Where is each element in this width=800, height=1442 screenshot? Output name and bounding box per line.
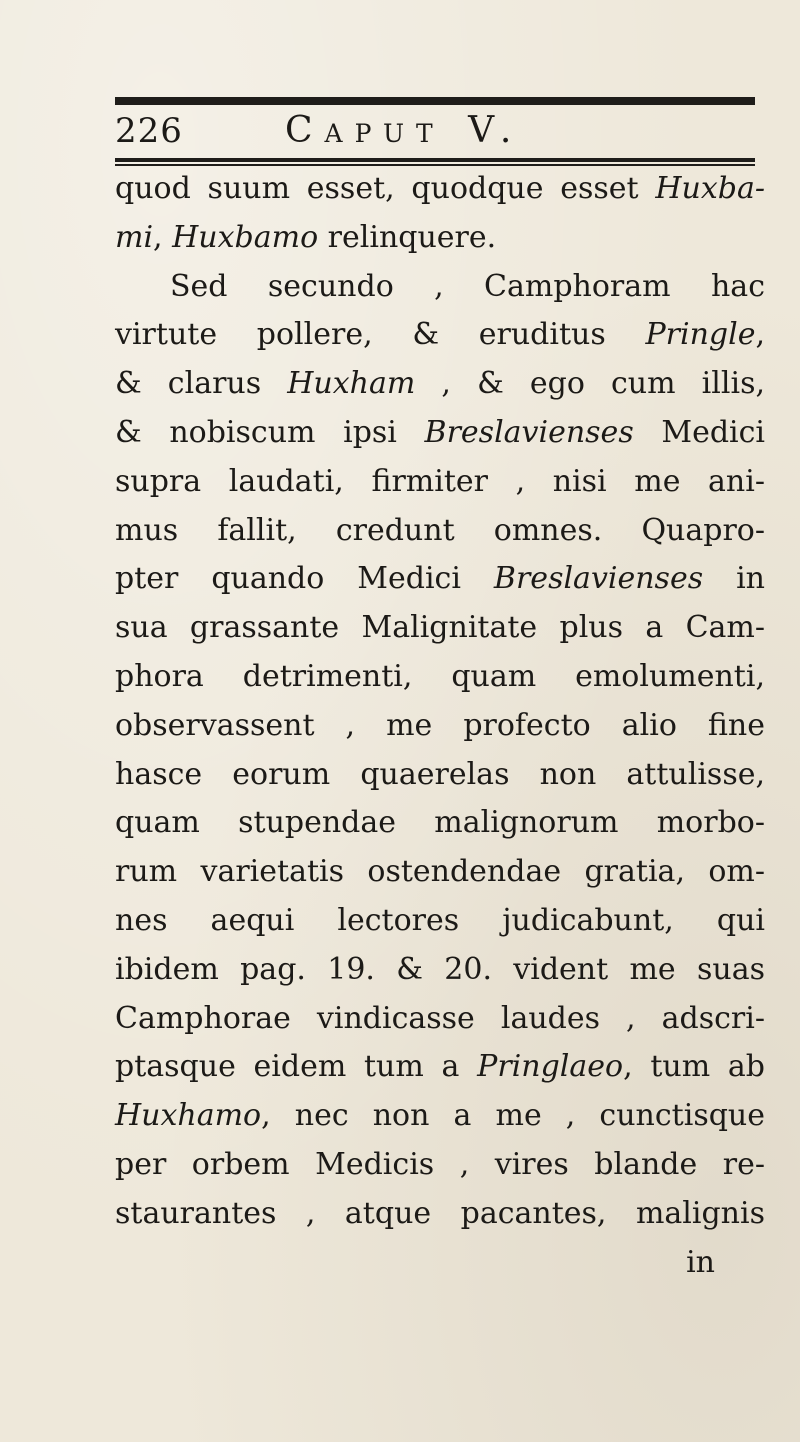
- page-header: [115, 106, 755, 156]
- text-line: [115, 1043, 765, 1092]
- text-line: [115, 653, 765, 702]
- italic-segment: Breslavienses: [493, 561, 704, 597]
- text-segment: ibidem pag. 19. & 20. vident me suas: [115, 951, 765, 987]
- italic-segment: Pringlaeo: [477, 1049, 624, 1085]
- text-line: [115, 897, 765, 946]
- text-segment: virtute pollere, & eruditus: [115, 317, 646, 353]
- italic-segment: Huxbamo: [172, 219, 319, 255]
- text-segment: , nec non a me , cunctisque: [261, 1098, 765, 1134]
- text-segment: pter quando Medici: [115, 561, 494, 597]
- text-line: [115, 1190, 765, 1239]
- page-number: 226: [115, 111, 183, 151]
- text-segment: staurantes , atque pacantes, malignis: [115, 1195, 765, 1231]
- text-line: [115, 1141, 765, 1190]
- text-line: [115, 311, 765, 360]
- text-segment: hasce eorum quaerelas non attulisse,: [115, 756, 765, 792]
- text-segment: mus fallit, credunt omnes. Quapro-: [115, 512, 765, 548]
- text-segment: & nobiscum ipsi: [115, 414, 425, 450]
- text-line: [115, 458, 765, 507]
- text-line: [115, 702, 765, 751]
- text-segment: Medici: [633, 414, 766, 450]
- text-segment: nes aequi lectores judicabunt, qui: [115, 902, 765, 938]
- text-line: [115, 751, 765, 800]
- text-line: [115, 507, 765, 556]
- text-line: [115, 555, 765, 604]
- catchword: in: [686, 1244, 715, 1280]
- text-segment: phora detrimenti, quam emolumenti,: [115, 658, 765, 694]
- body-text: [115, 165, 765, 1287]
- text-line: [115, 360, 765, 409]
- header-rule-top: [115, 97, 755, 105]
- text-segment: , & ego cum illis,: [415, 366, 765, 402]
- text-line: [115, 214, 765, 263]
- text-segment: , tum ab: [623, 1049, 765, 1085]
- text-line: [115, 165, 765, 214]
- italic-segment: Breslavienses: [424, 414, 634, 450]
- text-segment: ptasque eidem tum a: [115, 1049, 478, 1085]
- text-segment: quam stupendae malignorum morbo-: [115, 805, 765, 841]
- text-line: [115, 848, 765, 897]
- italic-segment: mi: [115, 219, 154, 255]
- italic-segment: Pringle: [645, 317, 756, 353]
- italic-segment: Huxhamo: [115, 1098, 262, 1134]
- text-segment: rum varietatis ostendendae gratia, om-: [115, 854, 765, 890]
- text-segment: Sed secundo , Camphoram hac: [170, 268, 765, 304]
- text-segment: observassent , me profecto alio fine: [115, 707, 765, 743]
- header-rule-bottom: [115, 158, 755, 162]
- running-head: Caput V.: [285, 110, 524, 151]
- text-segment: & clarus: [115, 366, 288, 402]
- text-segment: Camphorae vindicasse laudes , adscri-: [115, 1000, 765, 1036]
- text-line: [115, 799, 765, 848]
- text-line: [115, 946, 765, 995]
- text-segment: supra laudati, firmiter , nisi me ani-: [115, 463, 765, 499]
- italic-segment: Huxham: [287, 366, 416, 402]
- italic-segment: Huxba-: [655, 171, 765, 206]
- text-line: [115, 263, 765, 312]
- text-line: [115, 604, 765, 653]
- text-line: [115, 409, 765, 458]
- text-segment: relinquere.: [318, 219, 497, 255]
- text-segment: in: [703, 561, 765, 597]
- text-segment: ,: [755, 317, 765, 353]
- text-segment: quod suum esset, quodque esset: [115, 171, 656, 206]
- text-segment: sua grassante Malignitate plus a Cam-: [115, 610, 765, 646]
- text-segment: ,: [153, 219, 173, 255]
- text-line: [115, 1092, 765, 1141]
- text-line: [115, 995, 765, 1044]
- text-segment: per orbem Medicis , vires blande re-: [115, 1146, 765, 1182]
